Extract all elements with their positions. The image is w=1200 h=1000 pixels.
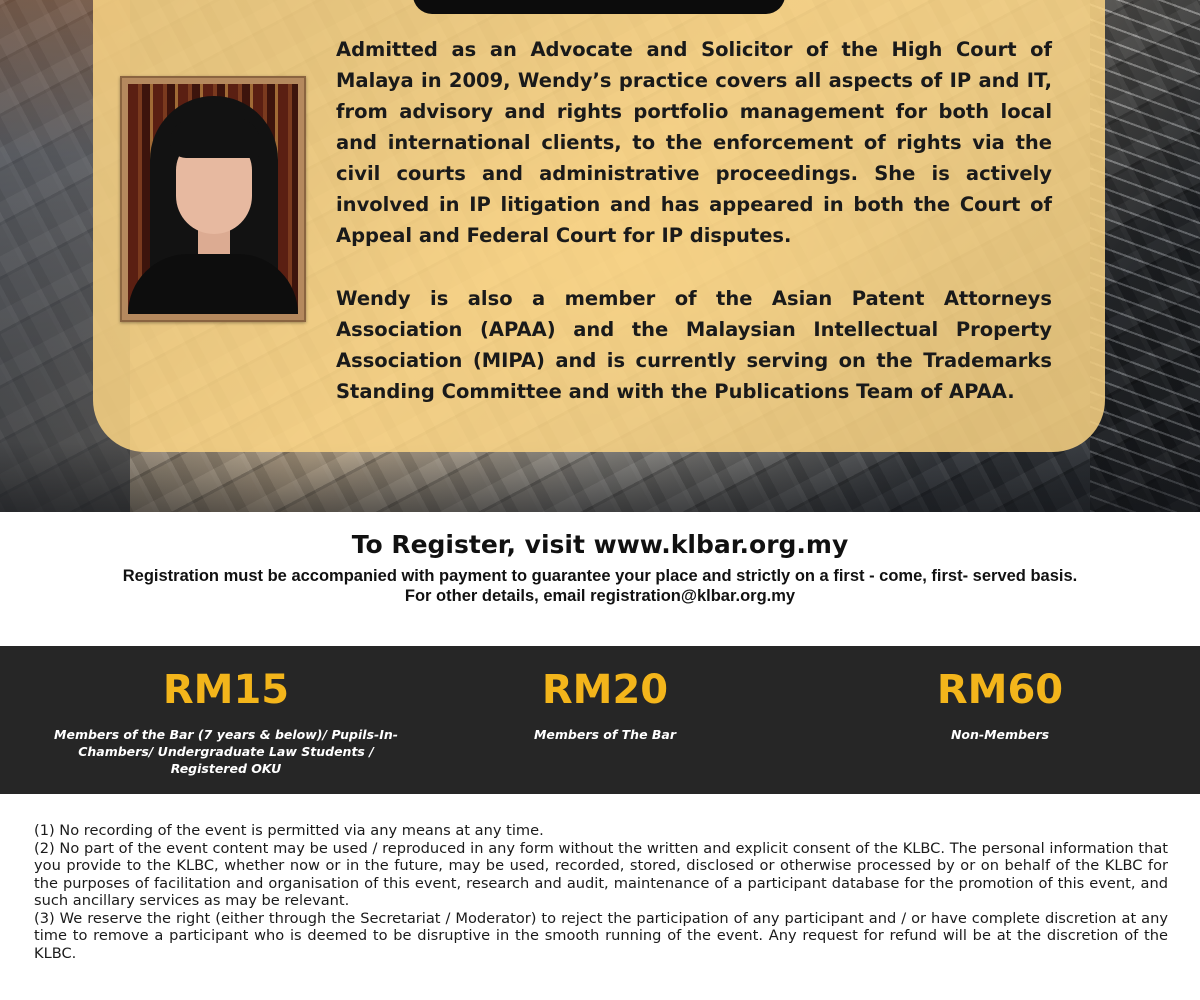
term-item: (1) No recording of the event is permitted via any means at any time. <box>34 822 544 839</box>
price-description: Members of the Bar (7 years & below)/ Pupils-In-Chambers/ Undergraduate Law Students / Registered OKU <box>54 727 398 776</box>
pricing-band <box>0 646 1200 794</box>
term-item: (3) We reserve the right (either through the Secretariat / Moderator) to reject the participation of any participant and / or have complete discretion at any time to remove a participant who is deemed to be disruptive in the smooth running of the event. Any request for refund will be at the discretion of the KLBC. <box>34 909 1168 962</box>
background-shade-bottom <box>0 442 1200 512</box>
registration-note-line-1: Registration must be accompanied with payment to guarantee your place and strictly on a first - come, first- served basis. <box>122 567 1078 585</box>
price-description: Non-Members <box>950 727 1050 742</box>
price-amount: RM15 <box>162 667 290 713</box>
price-tier-rm20 <box>455 664 755 743</box>
speaker-photo <box>128 84 298 314</box>
background-shade-right <box>1090 0 1200 512</box>
price-amount: RM20 <box>541 667 669 713</box>
speaker-photo-frame <box>120 76 306 322</box>
term-item: (2) No part of the event content may be used / reproduced in any form without the written and explicit consent of the KLBC. The personal information that you provide to the KLBC, whether now or in the future, may be used, recorded, stored, disclosed or otherwise processed by or on behalf of the KLBC for the purposes of facilitation and organisation of this event, research and audit, maintenance of a participant database for the promotion of this event, and such ancillary services as may be relevant. <box>34 839 1168 909</box>
photo-bangs <box>170 118 260 158</box>
price-description: Members of The Bar <box>533 727 677 742</box>
speaker-name-banner <box>413 0 785 14</box>
registration-note <box>0 566 1200 606</box>
terms-and-conditions <box>34 822 1168 962</box>
price-tier-rm60 <box>850 664 1150 743</box>
price-amount: RM60 <box>936 667 1064 713</box>
bio-paragraph-2: Wendy is also a member of the Asian Patent Attorneys Association (APAA) and the Malaysian Intellectual Property Association (MIPA) and is currently serving on the Trademarks Standing Committee and with the Publications Team of APAA. <box>336 287 1052 403</box>
bio-paragraph-1: Admitted as an Advocate and Solicitor of the High Court of Malaya in 2009, Wendy’s practice covers all aspects of IP and IT, from advisory and rights portfolio management for both local and international clients, to the enforcement of rights via the civil courts and administrative proceedings. She is actively involved in IP litigation and has appeared in both the Court of Appeal and Federal Court for IP disputes. <box>336 38 1052 247</box>
price-tier-rm15 <box>46 664 406 777</box>
register-heading: To Register, visit www.klbar.org.my <box>351 530 849 559</box>
registration-email-line: For other details, email registration@klbar.org.my <box>404 587 796 605</box>
